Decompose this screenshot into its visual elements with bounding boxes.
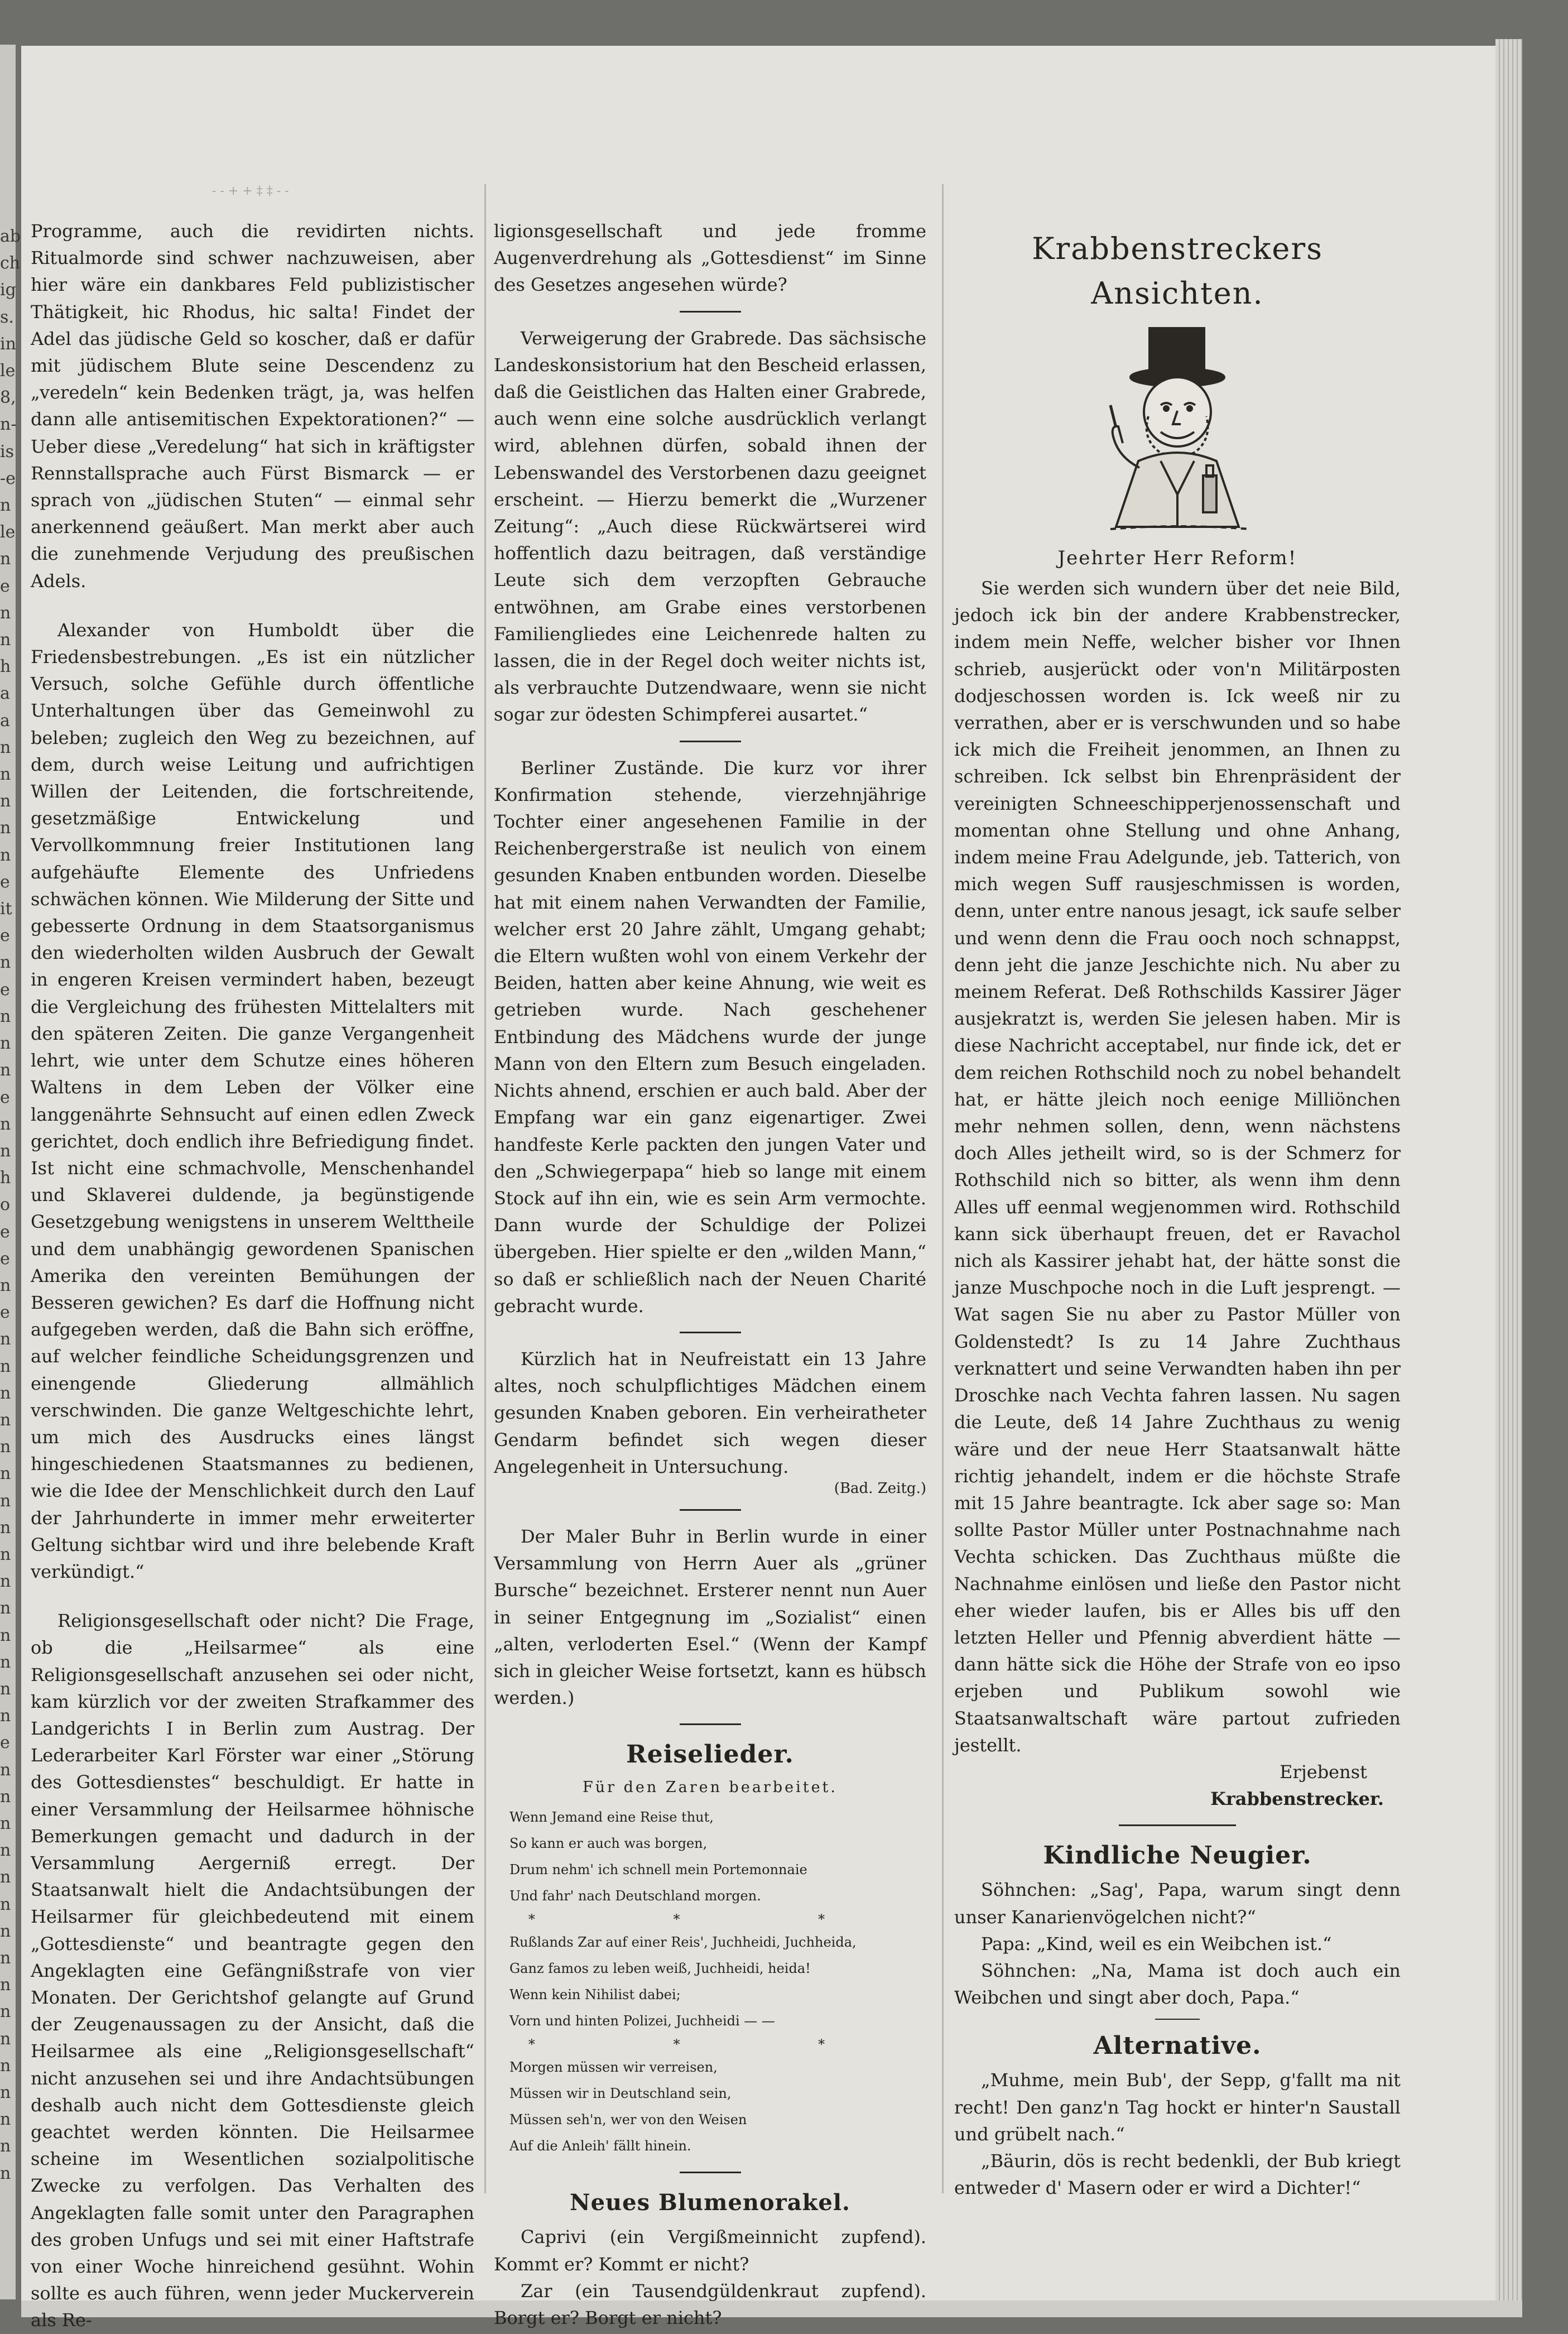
column-2 (494, 218, 926, 2331)
article-grabrede: Verweigerung der Grabrede. Das sächsische Landeskonsistorium hat den Bescheid erlassen, daß die Geistlichen das Halten einer Grabrede, auch wenn eine solche ausdrücklich verlangt wird, ablehnen dürfen, sobald ihnen der Lebenswandel des Verstorbenen dazu geeignet erscheint. — Hierzu bemerkt die „Wurzener Zeitung“: „Auch diese Rückwärtserei wird hoffentlich dazu beitragen, daß verständige Leute sich dem verzopften Gebrauche entwöhnen, am Grabe eines verstorbenen Familiengliedes eine Leichenrede halten zu lassen, die in der Regel doch weiter nichts ist, als verbrauchte Dutzendwaare, wenn sie nicht sogar zur ödesten Schimpferei ausartet.“ (494, 327, 926, 726)
previous-page-text-fragment: n (0, 2056, 11, 2076)
previous-page-text-fragment: e (0, 576, 10, 596)
previous-page-text-fragment: n (0, 2136, 11, 2157)
oracle-zar: Zar (ein Tausendgüldenkraut zupfend). Borgt er? Borgt er nicht? (494, 2280, 926, 2328)
verse-line: So kann er auch was borgen, (509, 1836, 708, 1852)
verse-line: Müssen seh'n, wer von den Weisen (509, 2112, 747, 2128)
previous-page-text-fragment: n (0, 1598, 11, 1619)
previous-page-text-fragment: n (0, 2083, 11, 2103)
previous-page-text-fragment: n (0, 1786, 11, 1807)
verse-line: Rußlands Zar auf einer Reis', Juchheidi, Juchheida, (509, 1934, 857, 1951)
previous-page-text-fragment: it (0, 899, 12, 919)
previous-page-text-fragment: n (0, 1948, 11, 1968)
previous-page-text-fragment: n- (0, 415, 17, 435)
page-stack-edge (1495, 39, 1522, 2305)
source-citation: (Bad. Zeitg.) (834, 1480, 926, 1497)
previous-page-text-fragment: n (0, 1491, 11, 1511)
previous-page-text-fragment: n (0, 496, 11, 516)
divider-rule (1155, 2019, 1200, 2020)
poem-stanza-2 (494, 1929, 926, 2034)
previous-page-text-fragment: n (0, 765, 11, 785)
previous-page-text-fragment: e (0, 1087, 10, 1107)
anecdote-line: Papa: „Kind, weil es ein Weibchen ist.“ (981, 1933, 1332, 1954)
scan-mark: - - + + ‡ ‡ - - (212, 184, 289, 198)
previous-page-text-fragment: n (0, 1921, 11, 1941)
anecdote-line: Söhnchen: „Sag', Papa, warum singt denn unser Kanarienvögelchen nicht?“ (954, 1879, 1401, 1928)
previous-page-text-fragment: n (0, 1572, 11, 1592)
previous-page-text-fragment: n (0, 1760, 11, 1780)
previous-page-text-fragment: ch (0, 253, 21, 273)
poem-stanza-1 (494, 1804, 926, 1909)
previous-page-text-fragment: n (0, 1625, 11, 1645)
letter-signature: Krabbenstrecker. (1210, 1788, 1384, 1810)
oracle-title: Neues Blumenorakel. (570, 2189, 850, 2216)
previous-page-text-fragment: a (0, 684, 10, 704)
poem-stanza-3 (494, 2054, 926, 2159)
alternative-line: „Bäurin, dös is recht bedenkli, der Bub kriegt entweder d' Masern oder er wird a Dichter!“ (954, 2150, 1401, 2199)
previous-page-text-fragment: ab (0, 227, 21, 246)
article-ritual-murder: Programme, auch die revidirten nichts. Ritualmorde sind schwer nachzuweisen, aber hier wäre ein dankbares Feld publizistischer Thätigkeit, hic Rhodus, hic salta! Findet der Adel das jüdische Geld so koscher, daß er dafür mit jüdischem Blute seine Descendenz zu „veredeln“ kein Bedenken trägt, ja, was helfen dann alle antisemitischen Expektorationen?“ — Ueber diese „Veredelung“ hat sich in kräftigster Rennstallsprache auch Fürst Bismarck — er sprach von „jüdischen Stuten“ — einmal sehr anerkennend geäußert. Man merkt aber auch die zunehmende Verjudung des preußischen Adels. (31, 220, 474, 592)
letter-closing: Erjebenst (1280, 1761, 1367, 1783)
divider-rule (1119, 1824, 1236, 1826)
previous-page-text-fragment: e (0, 1222, 10, 1242)
oracle-caprivi: Caprivi (ein Vergißmeinnicht zupfend). Kommt er? Kommt er nicht? (494, 2226, 926, 2275)
previous-page-text-fragment: ig (0, 280, 16, 300)
previous-page-text-fragment: n (0, 791, 11, 811)
previous-page-text-fragment: n (0, 737, 11, 757)
previous-page-text-fragment: e (0, 926, 10, 946)
previous-page-text-fragment: le (0, 522, 16, 542)
divider-rule (680, 1332, 741, 1333)
column-divider-1 (484, 184, 486, 2193)
verse-line: Und fahr' nach Deutschland morgen. (509, 1888, 761, 1904)
previous-page-text-fragment: e (0, 872, 10, 892)
letter-greeting: Jeehrter Herr Reform! (1057, 547, 1297, 569)
previous-page-text-fragment: 8, (0, 388, 16, 408)
previous-page-text-fragment: le (0, 361, 16, 381)
divider-rule (680, 1509, 741, 1511)
article-humboldt: Alexander von Humboldt über die Friedensbestrebungen. „Es ist ein nützlicher Versuch, solche Gefühle durch öffentliche Unterhaltungen über das Gemeinwohl zu beleben; zugleich den Weg zu bezeichnen, auf dem, durch weise Leitung und aufrichtigen Willen der Leitenden, die fortschreitende, gesetzmäßige Entwickelung und Vervollkommnung freier Institutionen lang aufgehäufte Elemente des Unfriedens schwächen können. Wie Milderung der Sitte und gebesserte Ordnung in dem Staatsorganismus den wiederholten wilden Ausbruch der Gewalt in engeren Kreisen vermindert haben, bezeugt die Vergleichung des frühesten Mittelalters mit den späteren Zeiten. Die ganze Vergangenheit lehrt, wie unter dem Schutze eines höheren Waltens in dem Leben der Völker eine langgenährte Sehnsucht auf einen edlen Zweck gerichtet, doch endlich ihre Befriedigung findet. Ist nicht eine schmachvolle, Menschenhandel und Sklaverei duldende, ja begünstigende Gesetzgebung wenigstens in unserem Welttheile und dem unabhängig gewordenen Spanischen Amerika den vereinten Bemühungen der Besseren gewichen? Es darf die Hoffnung nicht aufgegeben werden, daß die Bahn sich eröffne, auf welcher feindliche Scheidungsgrenzen und einengende Gliederung allmählich verschwinden. Die ganze Weltgeschichte lehrt, um mich des Ausdrucks eines längst hingeschiedenen Staatsmannes zu bedienen, wie die Idee der Menschlichkeit durch den Lauf der Jahrhunderte in immer mehr erweiterter Geltung sichtbar wird und ihre belebende Kraft verkündigt.“ (31, 619, 474, 1582)
article-religionsgesellschaft-continued: ligionsgesellschaft und jede fromme Augenverdrehung als „Gottesdienst“ im Sinne des Gesetzes angesehen würde? (494, 220, 926, 296)
column-3 (954, 218, 1401, 2201)
feuilleton-title: Krabbenstreckers Ansichten. (1032, 231, 1323, 311)
alternative-title: Alternative. (1093, 2032, 1262, 2061)
poem-subtitle: Für den Zaren bearbeitet. (583, 1779, 838, 1797)
previous-page-text-fragment: n (0, 845, 11, 865)
verse-line: Müssen wir in Deutschland sein, (509, 2086, 732, 2102)
previous-page-text-fragment: n (0, 1114, 11, 1134)
stanza-separator: * * * (528, 2037, 892, 2053)
divider-rule (680, 741, 741, 742)
divider-rule (680, 311, 741, 313)
previous-page-text-fragment: is (0, 441, 14, 462)
previous-page-text-fragment: o (0, 1195, 11, 1215)
previous-page-text-fragment: h (0, 657, 11, 677)
previous-page-text-fragment: n (0, 1060, 11, 1080)
verse-line: Drum nehm' ich schnell mein Portemonnaie (509, 1862, 807, 1878)
verse-line: Auf die Anleih' fällt hinein. (509, 2138, 691, 2154)
previous-page-text-fragment: n (0, 1544, 11, 1564)
article-berliner-zustaende: Berliner Zustände. Die kurz vor ihrer Konfirmation stehende, vierzehnjährige Tochter einer angesehenen Familie in der Reichenbergerstraße ist neulich von einem gesunden Knaben entbunden worden. Dieselbe hat mit einem nahen Verwandten der Familie, welcher erst 20 Jahre zählt, Umgang gehabt; die Eltern wußten wohl von einem Verkehr der Beiden, hatten aber keine Ahnung, wie weit es getrieben wurde. Nach geschehener Entbindung des Mädchens wurde der junge Mann von den Eltern zum Besuch eingeladen. Nichts ahnend, erschien er auch bald. Aber der Empfang war ein ganz eigenartiger. Zwei handfeste Kerle packten den jungen Vater und den „Schwiegerpapa“ hieb so lange mit einem Stock auf ihn ein, wie es sein Arm vermochte. Dann wurde der Schuldige der Polizei übergeben. Hier spielte er den „wilden Mann,“ so daß er schließlich nach der Neuen Charité gebracht wurde. (494, 757, 926, 1317)
previous-page-text-fragment: n (0, 1329, 11, 1350)
previous-page-text-fragment: n (0, 2029, 11, 2049)
previous-page-text-fragment: e (0, 1303, 10, 1323)
previous-page-text-fragment: n (0, 1383, 11, 1403)
previous-page-text-fragment: n (0, 1006, 11, 1026)
previous-page-text-fragment: n (0, 1437, 11, 1457)
previous-page-text-fragment: n (0, 1356, 11, 1376)
letter-body: Sie werden sich wundern über det neie Bild, jedoch ick bin der andere Krabbenstrecker, indem mein Neffe, welcher bisher vor Ihnen schrieb, ausjerückt oder von'n Militärposten dodjeschossen worden is. Ick weeß nir zu verrathen, aber er is verschwunden und so habe ick mich die Freiheit jenommen, an Ihnen zu schreiben. Ick selbst bin Ehrenpräsident der vereinigten Schneeschipperjenossenschaft und momentan ohne Stellung und ohne Anhang, indem meine Frau Adelgunde, jeb. Tatterich, von mich wegen Suff rausjeschmissen is worden, denn, unter entre nanous jesagt, ick saufe selber und wenn denn die Frau ooch noch schnappst, denn jeht die janze Jeschichte nich. Nu aber zu meinem Referat. Deß Rothschilds Kassirer Jäger ausjekratzt is, werden Sie jelesen haben. Mir is diese Nachricht acceptabel, nur finde ick, det er dem reichen Rothschild noch zu nobel behandelt hat, er hätte jleich noch eenige Milliönchen mehr nehmen sollen, denn, wenn nächstens doch Alles jetheilt wird, so is der Schmerz for Rothschild nich so bitter, als wenn ihm denn Alles uff eenmal wegjenommen wird. Rothschild kann sick überhaupt freuen, det er Ravachol nich als Kassirer jehabt hat, der hätte sonst die janze Muschpoche noch in die Luft jesprengt. — Wat sagen Sie nu aber zu Pastor Müller von Goldenstedt? Is zu 14 Jahre Zuchthaus verknattert und seine Verwandten haben ihn per Droschke nach Vechta fahren lassen. Nu sagen die Leute, deß 14 Jahre Zuchthaus zu wenig wäre und der neue Herr Staatsanwalt hätte richtig jehandelt, indem er die höchste Strafe mit 15 Jahre beantragte. Ick aber sage so: Man sollte Pastor Müller unter Postnachnahme nach Vechta schicken. Das Zuchthaus müßte die Nachnahme einlösen und ließe den Pastor nicht eher wieder laufen, bis er Alles bis uff den letzten Heller und Pfennig abverdient hätte — dann hätte sick die Höhe der Strafe von eo ipso erjeben und Publikum sowohl wie Staatsanwaltschaft wäre partout zufrieden jestellt. (954, 578, 1401, 1756)
column-1 (31, 218, 474, 2334)
previous-page-text-fragment: n (0, 1517, 11, 1538)
stanza-separator: * * * (528, 1912, 892, 1928)
article-maler-buhr: Der Maler Buhr in Berlin wurde in einer Versammlung von Herrn Auer als „grüner Bursche“ bezeichnet. Ersterer nennt nun Auer in seiner Entgegnung im „Sozialist“ einen „alten, verloderten Esel.“ (Wenn der Kampf sich in gleicher Weise fortsetzt, kann es hübsch werden.) (494, 1525, 926, 1709)
divider-rule (680, 1723, 741, 1725)
verse-line: Wenn Jemand eine Reise thut, (509, 1809, 714, 1826)
previous-page-text-fragment: n (0, 603, 11, 623)
column-divider-2 (942, 184, 944, 2193)
previous-page-text-fragment: n (0, 818, 11, 838)
previous-page-text-fragment: n (0, 1841, 11, 1861)
article-religionsgesellschaft: Religionsgesellschaft oder nicht? Die Frage, ob die „Heilsarmee“ als eine Religionsgesellschaft anzusehen sei oder nicht, kam kürzlich vor der zweiten Strafkammer des Landgerichts I in Berlin zum Austrag. Der Lederarbeiter Karl Förster war einer „Störung des Gottesdienstes“ beschuldigt. Er hatte in einer Versammlung der Heilsarmee höhnische Bemerkungen gemacht und dadurch in der Versammlung Aergerniß erregt. Der Staatsanwalt hielt die Andachtsübungen der Heilsarmer für gleichbedeutend mit einem „Gottesdienste“ und beantragte gegen den Angeklagten eine Gefängnißstrafe von vier Monaten. Der Gerichtshof gelangte auf Grund der Zeugenaussagen zu der Ansicht, daß die Heilsarmee als eine „Religionsgesellschaft“ nicht anzusehen sei und ihre Andachtsübungen deshalb auch nicht dem Gottesdienste gleich geachtet werden könnten. Die Heilsarmee scheine im Wesentlichen sozialpolitische Zwecke zu verfolgen. Das Verhalten des Angeklagten falle somit unter den Paragraphen des groben Unfugs und sei mit einer Haftstrafe von einer Woche hinreichend gesühnt. Wohin sollte es auch führen, wenn jeder Muckerverein als Re- (31, 1610, 474, 2331)
anecdote-title: Kindliche Neugier. (1043, 1841, 1312, 1870)
previous-page-text-fragment: n (0, 2110, 11, 2130)
previous-page-text-fragment: e (0, 979, 10, 1000)
previous-page-text-fragment: n (0, 1410, 11, 1430)
previous-page-text-fragment: s. (0, 307, 14, 327)
previous-page-text-fragment: n (0, 1894, 11, 1914)
previous-page-text-fragment: n (0, 1867, 11, 1888)
previous-page-text-fragment: n (0, 549, 11, 569)
previous-page-text-fragment: a (0, 710, 10, 731)
verse-line: Ganz famos zu leben weiß, Juchheidi, heida! (509, 1961, 811, 1977)
previous-page-text-fragment: n (0, 1034, 11, 1054)
anecdote-line: Söhnchen: „Na, Mama ist doch auch ein Weibchen und singt aber doch, Papa.“ (954, 1960, 1401, 2009)
previous-page-text-fragment: n (0, 1464, 11, 1484)
previous-page-text-fragment: n (0, 1706, 11, 1726)
previous-page-text-fragment: e (0, 1248, 10, 1269)
previous-page-text-fragment: n (0, 1813, 11, 1833)
previous-page-text-fragment: n (0, 1679, 11, 1699)
previous-page-text-fragment: -e (0, 468, 16, 488)
previous-page-text-fragment: n (0, 1275, 11, 1295)
previous-page-text-fragment: n (0, 1141, 11, 1161)
previous-page-text-fragment: n (0, 2002, 11, 2022)
previous-page-text-fragment: in (0, 334, 16, 354)
previous-page-text-fragment: h (0, 1168, 11, 1188)
verse-line: Morgen müssen wir verreisen, (509, 2059, 718, 2076)
divider-rule (680, 2172, 741, 2173)
previous-page-fragment (0, 223, 21, 2187)
verse-line: Wenn kein Nihilist dabei; (509, 1987, 681, 2003)
previous-page-text-fragment: n (0, 953, 11, 973)
previous-page-text-fragment: n (0, 1652, 11, 1672)
poem-title: Reiselieder. (626, 1740, 794, 1769)
previous-page-text-fragment: n (0, 2163, 11, 2183)
previous-page-text-fragment: n (0, 630, 11, 650)
article-neufreistatt: Kürzlich hat in Neufreistatt ein 13 Jahre altes, noch schulpflichtiges Mädchen einem gesunden Knaben geboren. Ein verheiratheter Gendarm befindet sich wegen dieser Angelegenheit in Untersuchung. (494, 1348, 926, 1477)
previous-page-text-fragment: e (0, 1733, 10, 1753)
previous-page-text-fragment: n (0, 1975, 11, 1995)
verse-line: Vorn und hinten Polizei, Juchheidi — — (509, 2013, 775, 2029)
alternative-line: „Muhme, mein Bub', der Sepp, g'fallt ma nit recht! Den ganz'n Tag hockt er hinter'n Saustall und grübelt nach.“ (954, 2069, 1401, 2145)
man-with-top-hat-illustration-icon (1077, 321, 1278, 534)
